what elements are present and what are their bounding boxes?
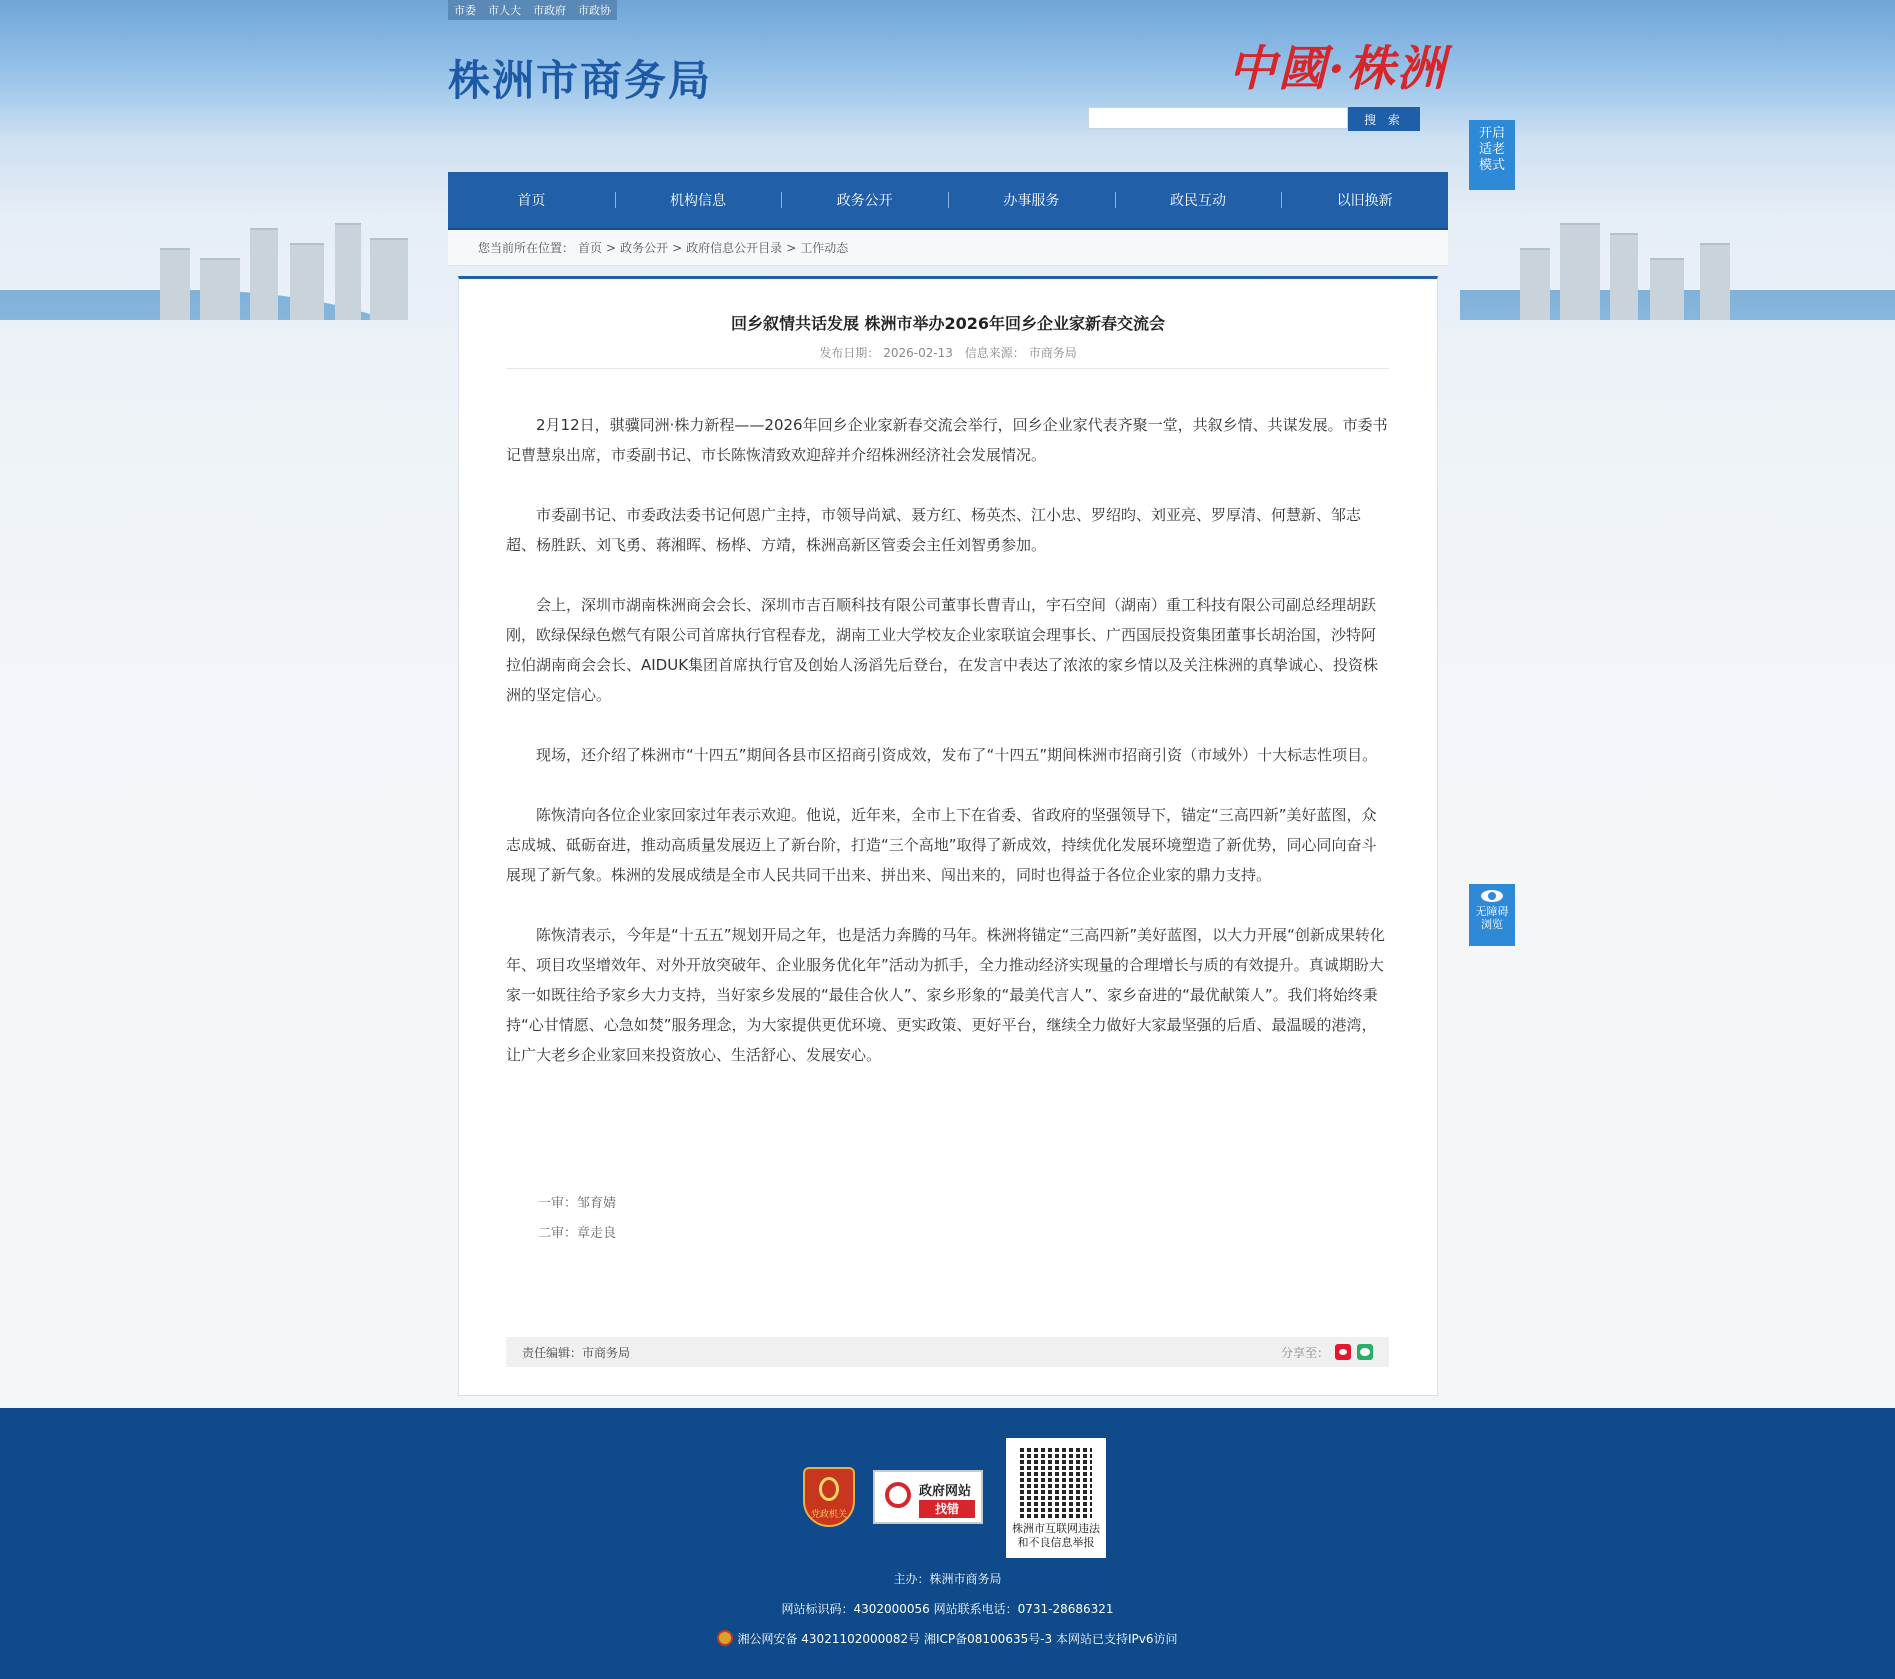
article-title: 回乡叙情共话发展 株洲市举办2026年回乡企业家新春交流会 [730,314,1166,333]
breadcrumb-item[interactable]: 首页 [578,241,603,255]
qr-code-icon [1020,1446,1092,1518]
footer-site-id: 网站标识码：4302000056 网站联系电话：0731-28686321 [781,1602,1114,1616]
building [1520,248,1550,320]
party-gov-badge-label: 党政机关 [810,1510,847,1520]
publish-date: 2026-02-13 [883,346,953,360]
accessible-browse-button[interactable] [1469,884,1515,946]
nav-item-org-info[interactable]: 机构信息 [615,172,782,228]
eye-icon [1481,890,1503,902]
title-divider [506,368,1389,369]
nav-item-trade-in[interactable]: 以旧换新 [1281,172,1448,228]
review-info [538,1189,616,1249]
search-button[interactable]: 搜 索 [1348,107,1420,131]
accessible-line: 浏览 [1481,918,1503,931]
article-meta [458,344,1438,361]
article-paragraph: 2月12日，骐骥同洲·株力新程——2026年回乡企业家新春交流会举行，回乡企业家代表齐聚一堂，共叙乡情、共谋发展。市委书记曹慧泉出席，市委副书记、市长陈恢清致欢迎辞并介绍株洲经济社会发展情况。 [506,416,1388,464]
building [200,258,240,320]
top-link-party[interactable]: 市委 [454,4,476,17]
wechat-share-icon[interactable] [1357,1344,1373,1360]
breadcrumb-sep: > [672,240,683,255]
building [1700,243,1730,320]
building [250,228,278,320]
breadcrumb-item[interactable]: 工作动态 [800,241,849,255]
second-review: 二审：章走良 [538,1226,617,1241]
error-badge-bottom: 找错 [919,1500,975,1518]
share-area [1281,1344,1373,1361]
search-input[interactable] [1088,107,1348,129]
building [160,248,190,320]
article-paragraph: 现场，还介绍了株洲市“十四五”期间各县市区招商引资成效，发布了“十四五”期间株洲市招商引资（市域外）十大标志性项目。 [536,746,1378,764]
qr-label: 株洲市互联网违法和不良信息举报 [1012,1522,1100,1549]
building [1610,233,1638,320]
elder-mode-line: 适老 [1478,142,1505,157]
weibo-share-icon[interactable] [1335,1344,1351,1360]
main-nav [448,172,1448,230]
report-qr-card[interactable] [1006,1438,1106,1558]
info-source: 市商务局 [1028,346,1077,360]
party-gov-badge[interactable] [803,1467,855,1527]
building [1650,258,1684,320]
brand-logo: 中國·株洲 [1228,41,1447,97]
footer-icp-line [0,1630,1895,1647]
top-link-cppcc[interactable]: 市政协 [578,4,611,17]
article-paragraph: 陈恢清向各位企业家回家过年表示欢迎。他说，近年来，全市上下在省委、省政府的坚强领导下，锚定“三高四新”美好蓝图，众志成城、砥砺奋进，推动高质量发展迈上了新台阶，打造“三个高地”取得了新成效，持续优化发展环境塑造了新优势，同心同向奋斗展现了新气象。株洲的发展成绩是全市人民共同干出来、拼出来、闯出来的，同时也得益于各位企业家的鼎力支持。 [506,806,1377,884]
breadcrumb-prefix: 您当前所在位置： [478,241,575,255]
elder-mode-line: 开启 [1478,126,1505,141]
top-link-government[interactable]: 市政府 [533,4,566,17]
first-review: 一审：邹育婧 [538,1196,617,1211]
top-link-congress[interactable]: 市人大 [488,4,521,17]
editor-bar [506,1337,1389,1367]
nav-item-interaction[interactable]: 政民互动 [1115,172,1282,228]
nav-item-home[interactable]: 首页 [517,193,546,209]
share-label: 分享至： [1280,1345,1329,1360]
date-label: 发布日期： [819,346,880,360]
article-body [506,410,1389,1100]
gov-site-error-badge[interactable] [873,1470,983,1524]
building [335,223,361,320]
search-box [1088,107,1420,131]
police-badge-icon [717,1630,733,1646]
error-badge-top: 政府网站 [919,1484,972,1499]
article-paragraph: 陈恢清表示，今年是“十五五”规划开局之年，也是活力奔腾的马年。株洲将锚定“三高四新”美好蓝图，以大力开展“创新成果转化年、项目攻坚增效年、对外开放突破年、企业服务优化年”活动为抓手，全力推动经济实现量的合理增长与质的有效提升。真诚期盼大家一如既往给予家乡大力支持，当好家乡发展的“最佳合伙人”、家乡形象的“最美代言人”、家乡奋进的“最优献策人”。我们将始终秉持“心甘情愿、心急如焚”服务理念，为大家提供更优环境、更实政策、更好平台，继续全力做好大家最坚强的后盾、最温暖的港湾，让广大老乡企业家回来投资放心、生活舒心、发展安心。 [506,926,1385,1064]
elder-mode-line: 模式 [1478,158,1505,173]
nav-item-gov-affairs[interactable]: 政务公开 [781,172,948,228]
breadcrumb-sep: > [606,240,617,255]
article-paragraph: 市委副书记、市委政法委书记何恩广主持，市领导尚斌、聂方红、杨英杰、江小忠、罗绍昀、刘亚亮、罗厚清、何慧新、邹志超、杨胜跃、刘飞勇、蒋湘晖、杨桦、方靖，株洲高新区管委会主任刘智勇参加。 [506,506,1362,554]
breadcrumb-item[interactable]: 政务公开 [620,241,669,255]
footer-icp[interactable]: 湘公网安备 43021102000082号 湘ICP备08100635号-3 本网站已支持IPv6访问 [737,1632,1178,1646]
breadcrumb-sep: > [786,240,797,255]
footer-sponsor: 主办：株洲市商务局 [893,1572,1002,1586]
breadcrumb [448,230,1448,266]
magnifier-icon [885,1482,911,1508]
top-links-bar [448,0,617,20]
elder-mode-button[interactable] [1469,120,1515,190]
breadcrumb-item[interactable]: 政府信息公开目录 [686,241,783,255]
site-title[interactable]: 株洲市商务局 [448,56,713,105]
building [290,243,324,320]
responsible-editor: 责任编辑：市商务局 [522,1345,631,1360]
nav-item-services[interactable]: 办事服务 [948,172,1115,228]
accessible-line: 无障碍 [1475,905,1509,918]
source-label: 信息来源： [964,346,1025,360]
building [370,238,408,320]
article-paragraph: 会上，深圳市湖南株洲商会会长、深圳市吉百顺科技有限公司董事长曹青山，宇石空间（湖南）重工科技有限公司副总经理胡跃刚，欧绿保绿色燃气有限公司首席执行官程春龙，湖南工业大学校友企业家联谊会理事长、广西国辰投资集团董事长胡治国，沙特阿拉伯湖南商会会长、AIDUK集团首席执行官及创始人汤滔先后登台，在发言中表达了浓浓的家乡情以及关注株洲的真挚诚心、投资株洲的坚定信心。 [506,596,1379,704]
building [1560,223,1600,320]
